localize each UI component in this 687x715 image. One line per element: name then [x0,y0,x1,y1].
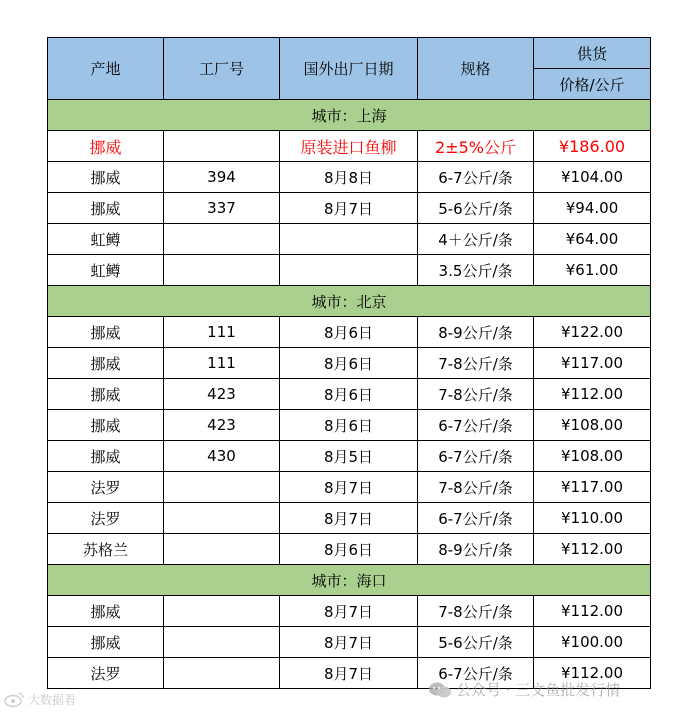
factory-cell: 423 [164,410,280,441]
table-row [48,224,651,255]
header-factory-no: 工厂号 [164,38,280,100]
table-row [48,596,651,627]
price-cell: ¥94.00 [534,193,651,224]
origin-cell: 虹鳟 [48,255,164,286]
factory-cell [164,131,280,162]
origin-cell: 法罗 [48,658,164,689]
price-cell: ¥112.00 [534,596,651,627]
spec-cell: 7-8公斤/条 [418,472,534,503]
date-cell: 8月7日 [280,658,418,689]
origin-cell: 法罗 [48,472,164,503]
origin-cell: 挪威 [48,162,164,193]
factory-cell: 430 [164,441,280,472]
header-supply: 供货 [534,38,651,69]
watermark-left-text: 大数据看 [28,692,77,707]
date-cell: 8月5日 [280,441,418,472]
factory-cell: 423 [164,379,280,410]
watermark-right [428,679,620,700]
price-cell: ¥108.00 [534,410,651,441]
spec-cell: 7-8公斤/条 [418,596,534,627]
date-cell: 8月6日 [280,348,418,379]
origin-cell: 挪威 [48,596,164,627]
date-cell: 8月7日 [280,503,418,534]
spec-cell: 6-7公斤/条 [418,410,534,441]
table-row [48,193,651,224]
watermark-right-text: 公众号 · 三文鱼批发行情 [456,681,621,699]
price-cell: ¥61.00 [534,255,651,286]
table-row [48,627,651,658]
price-cell: ¥112.00 [534,534,651,565]
origin-cell: 虹鳟 [48,224,164,255]
origin-cell: 挪威 [48,193,164,224]
origin-cell: 挪威 [48,131,164,162]
watermark-left [4,690,76,708]
table-row [48,410,651,441]
date-cell: 原装进口鱼柳 [280,131,418,162]
wechat-icon [428,681,452,699]
factory-cell [164,224,280,255]
price-cell: ¥112.00 [534,658,651,689]
table-row [48,162,651,193]
spec-cell: 7-8公斤/条 [418,348,534,379]
price-cell: ¥64.00 [534,224,651,255]
date-cell: 8月6日 [280,317,418,348]
table-row [48,255,651,286]
origin-cell: 法罗 [48,503,164,534]
factory-cell [164,596,280,627]
spec-cell: 5-6公斤/条 [418,193,534,224]
spec-cell: 6-7公斤/条 [418,503,534,534]
factory-cell [164,255,280,286]
spec-cell: 6-7公斤/条 [418,658,534,689]
price-cell: ¥117.00 [534,348,651,379]
spec-cell: 6-7公斤/条 [418,162,534,193]
date-cell: 8月6日 [280,410,418,441]
city-label: 城市：海口 [48,565,651,596]
origin-cell: 苏格兰 [48,534,164,565]
header-spec: 规格 [418,38,534,100]
city-row [48,565,651,596]
header-origin: 产地 [48,38,164,100]
origin-cell: 挪威 [48,379,164,410]
date-cell [280,255,418,286]
table-body [48,100,651,689]
table-row [48,131,651,162]
factory-cell: 394 [164,162,280,193]
table-row [48,472,651,503]
origin-cell: 挪威 [48,627,164,658]
date-cell [280,224,418,255]
price-cell: ¥186.00 [534,131,651,162]
date-cell: 8月7日 [280,472,418,503]
factory-cell [164,627,280,658]
spec-cell: 7-8公斤/条 [418,379,534,410]
date-cell: 8月6日 [280,379,418,410]
table-row [48,534,651,565]
price-cell: ¥112.00 [534,379,651,410]
origin-cell: 挪威 [48,441,164,472]
table-header [48,38,651,100]
origin-cell: 挪威 [48,348,164,379]
date-cell: 8月7日 [280,596,418,627]
price-cell: ¥104.00 [534,162,651,193]
factory-cell: 337 [164,193,280,224]
price-cell: ¥117.00 [534,472,651,503]
city-label: 城市：上海 [48,100,651,131]
city-row [48,286,651,317]
header-price-per-kg: 价格/公斤 [534,69,651,100]
price-table [47,37,651,689]
price-cell: ¥100.00 [534,627,651,658]
table-row [48,441,651,472]
factory-cell: 111 [164,348,280,379]
table-row [48,379,651,410]
factory-cell [164,503,280,534]
header-foreign-date: 国外出厂日期 [280,38,418,100]
factory-cell [164,658,280,689]
price-cell: ¥122.00 [534,317,651,348]
spec-cell: 4＋公斤/条 [418,224,534,255]
table-row [48,317,651,348]
date-cell: 8月7日 [280,193,418,224]
origin-cell: 挪威 [48,410,164,441]
factory-cell [164,534,280,565]
table-row [48,503,651,534]
city-label: 城市：北京 [48,286,651,317]
table-row [48,348,651,379]
origin-cell: 挪威 [48,317,164,348]
date-cell: 8月7日 [280,627,418,658]
date-cell: 8月8日 [280,162,418,193]
spec-cell: 3.5公斤/条 [418,255,534,286]
spec-cell: 8-9公斤/条 [418,534,534,565]
weibo-icon [4,690,26,708]
price-cell: ¥110.00 [534,503,651,534]
factory-cell: 111 [164,317,280,348]
city-row [48,100,651,131]
spec-cell: 8-9公斤/条 [418,317,534,348]
spec-cell: 5-6公斤/条 [418,627,534,658]
price-cell: ¥108.00 [534,441,651,472]
spec-cell: 6-7公斤/条 [418,441,534,472]
spec-cell: 2±5%公斤 [418,131,534,162]
factory-cell [164,472,280,503]
date-cell: 8月6日 [280,534,418,565]
